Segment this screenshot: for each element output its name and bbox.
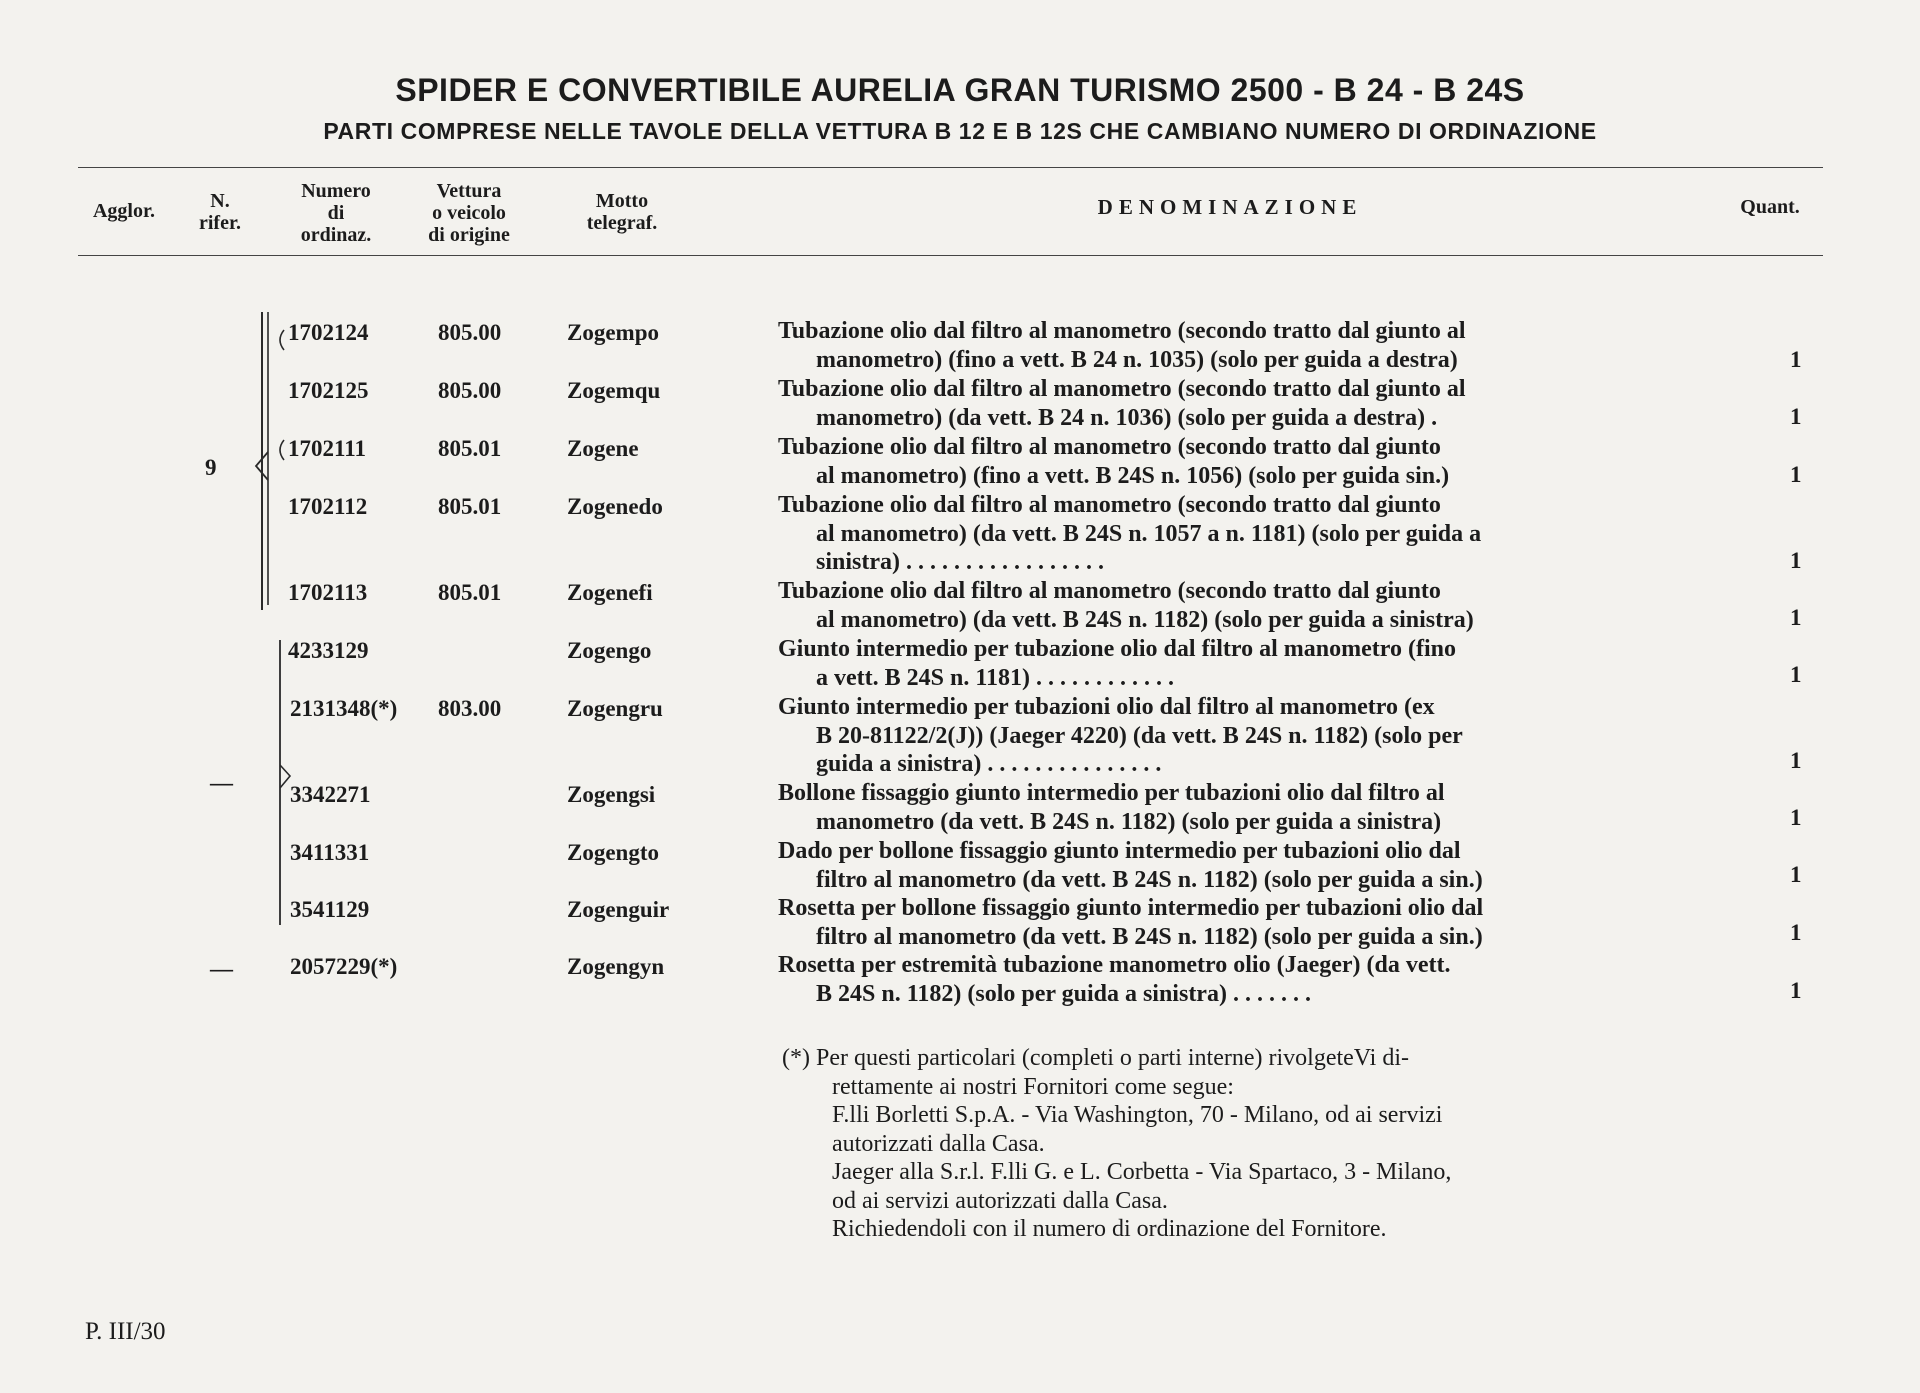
aggior-dash: — [210,956,233,981]
order-number: 1702112 [288,494,368,519]
quantity: 1 [1790,404,1802,429]
quantity: 1 [1790,748,1802,773]
quantity: 1 [1790,862,1802,887]
origin-vehicle: 805.00 [438,378,502,403]
part-description: Rosetta per estremità tubazione manometro olio (Jaeger) (da vett. B 24S n. 1182) (solo per guida a sinistra) . . . . . . . [778,952,1451,1007]
column-header-numero: Numero di ordinaz. [300,180,372,246]
origin-vehicle: 803.00 [438,696,502,721]
order-number: 1702124 [288,320,369,345]
order-number: 3342271 [290,782,371,807]
column-header-vettura: Vettura o veicolo di origine [428,180,510,246]
page-subtitle: PARTI COMPRESE NELLE TAVOLE DELLA VETTURA B 12 E B 12S CHE CAMBIANO NUMERO DI ORDINAZIONE [323,118,1597,144]
telegraph-code: Zogemqu [567,378,661,403]
quantity: 1 [1790,548,1802,573]
origin-vehicle: 805.01 [438,436,502,461]
telegraph-code: Zogenefi [567,580,653,605]
telegraph-code: Zogene [567,436,639,461]
ref-number: 9 [205,455,217,480]
telegraph-code: Zogengto [567,840,659,865]
page-number: P. III/30 [85,1318,166,1345]
quantity: 1 [1790,462,1802,487]
aggior-dash: — [210,770,233,795]
origin-vehicle: 805.01 [438,580,502,605]
telegraph-code: Zogengsi [567,782,656,807]
part-description: Tubazione olio dal filtro al manometro (secondo tratto dal giunto al manometro) (da vett. B 24S n. 1182) (solo per guida a sinistra) [778,578,1474,633]
telegraph-code: Zogengo [567,638,652,663]
part-description: Tubazione olio dal filtro al manometro (secondo tratto dal giunto al manometro) (da vett. B 24S n. 1057 a n. 1181) (solo per guida a sinistra) . . . . . . . . . . . . . . . . . [778,492,1482,575]
telegraph-code: Zogenedo [567,494,663,519]
order-number: 2057229(*) [290,954,398,979]
page-title: SPIDER E CONVERTIBILE AURELIA GRAN TURISMO 2500 - B 24 - B 24S [395,72,1525,108]
telegraph-code: Zogengru [567,696,663,721]
quantity: 1 [1790,347,1802,372]
part-description: Tubazione olio dal filtro al manometro (secondo tratto dal giunto al manometro) (da vett. B 24 n. 1036) (solo per guida a destra) . [778,376,1466,431]
quantity: 1 [1790,805,1802,830]
order-number: 3411331 [290,840,370,865]
order-number: 1702111 [288,436,366,461]
telegraph-code: Zogengyn [567,954,665,979]
order-number: 4233129 [288,638,369,663]
column-header-motto: Motto telegraf. [586,190,658,234]
origin-vehicle: 805.00 [438,320,502,345]
part-description: Tubazione olio dal filtro al manometro (secondo tratto dal giunto al manometro) (fino a vett. B 24S n. 1056) (solo per guida sin.) [778,434,1450,489]
order-number: 2131348(*) [290,696,398,721]
footnote: (*) Per questi particolari (completi o parti interne) rivolgeteVi di- rettamente ai nostri Fornitori come segue: F.lli Borletti S.p.A. - Via Washington, 70 - Milano, od ai servizi autorizzati dalla Casa. Jaeger alla S.r.l. F.lli G. e L. Corbetta - Via Spartaco, 3 - Milano, od ai servizi autorizzati dalla Casa. Richiedendoli con il numero di ordinazione del Fornitore. [782,1045,1452,1242]
part-description: Tubazione olio dal filtro al manometro (secondo tratto dal giunto al manometro) (fino a vett. B 24 n. 1035) (solo per guida a destra) [778,318,1466,373]
telegraph-code: Zogempo [567,320,659,345]
part-description: Rosetta per bollone fissaggio giunto intermedio per tubazioni olio dal filtro al manometro (da vett. B 24S n. 1182) (solo per guida a sin.) [778,895,1484,950]
part-description: Dado per bollone fissaggio giunto intermedio per tubazioni olio dal filtro al manometro (da vett. B 24S n. 1182) (solo per guida a sin.) [778,838,1483,893]
quantity: 1 [1790,662,1802,687]
quantity: 1 [1790,605,1802,630]
quantity: 1 [1790,920,1802,945]
telegraph-code: Zogenguir [567,897,670,922]
quantity: 1 [1790,978,1802,1003]
origin-vehicle: 805.01 [438,494,502,519]
part-description: Bollone fissaggio giunto intermedio per tubazioni olio dal filtro al manometro (da vett. B 24S n. 1182) (solo per guida a sinistra) [778,780,1445,835]
order-number: 3541129 [290,897,370,922]
column-header-quant: Quant. [1740,196,1800,218]
column-header-nrifer: N. rifer. [198,190,241,234]
part-description: Giunto intermedio per tubazione olio dal filtro al manometro (fino a vett. B 24S n. 1181) . . . . . . . . . . . . [778,636,1456,691]
part-description: Giunto intermedio per tubazioni olio dal filtro al manometro (ex B 20-81122/2(J)) (Jaeger 4220) (da vett. B 24S n. 1182) (solo per guida a sinistra) . . . . . . . . . . . . . . . [778,694,1463,777]
order-number: 1702125 [288,378,369,403]
column-header-aggior: Agglor. [92,200,156,222]
column-header-denominazione: DENOMINAZIONE [1097,195,1363,219]
order-number: 1702113 [288,580,368,605]
